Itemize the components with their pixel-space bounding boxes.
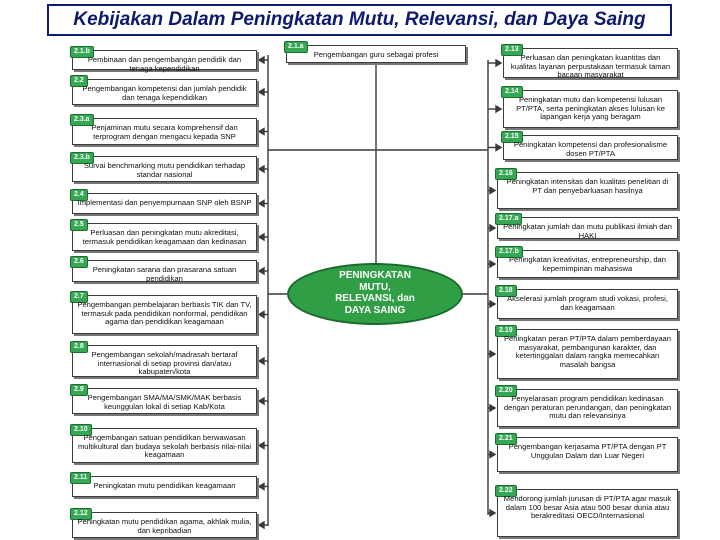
policy-box [497, 289, 678, 319]
arrowhead [259, 57, 264, 63]
policy-text: Perluasan dan peningkatan mutu akreditasi, termasuk pendidikan keagamaan dan kedinasan [82, 228, 247, 246]
arrowhead [259, 166, 264, 172]
arrowhead [259, 443, 264, 449]
policy-number-tag: 2.14 [501, 86, 523, 98]
arrowhead [259, 129, 264, 135]
arrowhead [259, 398, 264, 404]
policy-text: Akselerasi jumlah program studi vokasi, profesi, dan keagamaan [507, 294, 668, 312]
policy-box [72, 512, 257, 538]
arrowhead [259, 358, 264, 364]
policy-box [497, 250, 678, 278]
policy-number-tag: 2.12 [70, 508, 92, 520]
policy-number-tag: 2.19 [495, 325, 517, 337]
policy-text: Implementasi dan penyempurnaan SNP oleh BSNP [77, 198, 252, 207]
policy-number-tag: 2.3.a [70, 114, 94, 126]
policy-text: Peningkatan peran PT/PTA dalam pemberdayaan masyarakat, pembangunan karakter, dan ketertinggalan dalam rangka memecahkan masalah bangsa [503, 334, 672, 369]
policy-box [503, 135, 678, 160]
policy-number-tag: 2.6 [70, 256, 88, 268]
policy-box [72, 156, 257, 182]
policy-box [497, 172, 678, 209]
policy-text: Peningkatan mutu pendidikan agama, akhlak mulia, dan kepribadian [77, 517, 252, 535]
policy-number-tag: 2.8 [70, 341, 88, 353]
policy-text: Pembinaan dan pengembangan pendidik dan tenaga kependidikan [87, 55, 242, 73]
arrowhead [490, 225, 495, 231]
arrowhead [496, 145, 501, 151]
arrowhead [259, 201, 264, 207]
arrowhead [490, 452, 495, 458]
policy-number-tag: 2.18 [495, 285, 517, 297]
policy-box [72, 118, 257, 145]
policy-number-tag: 2.13 [501, 44, 523, 56]
policy-text: Mendorong jumlah jurusan di PT/PTA agar masuk dalam 100 besar Asia atau 500 besar dunia atau berakreditasi OECD/Internasional [503, 494, 672, 521]
policy-number-tag: 2.1.a [284, 41, 308, 53]
policy-number-tag: 2.5 [70, 219, 88, 231]
policy-number-tag: 2.7 [70, 291, 88, 303]
policy-text: Penyelarasan program pendidikan kedinasan dengan peraturan perundangan, dan peningkatan mutu dan relevansinya [503, 394, 672, 421]
page-title: Kebijakan Dalam Peningkatan Mutu, Relevansi, dan Daya Saing [73, 9, 646, 30]
policy-text: Peningkatan mutu dan kompetensi lulusan PT/PTA, serta peningkatan akses lulusan ke lapangan kerja yang beragam [516, 95, 665, 122]
center-label: PENINGKATAN MUTU, RELEVANSI, dan DAYA SAING [335, 270, 415, 316]
policy-number-tag: 2.17.a [495, 213, 522, 225]
center-node [287, 263, 463, 325]
policy-box [497, 217, 678, 239]
arrowhead [259, 234, 264, 240]
policy-number-tag: 2.22 [495, 485, 517, 497]
policy-box [72, 79, 257, 105]
policy-box [503, 48, 678, 78]
policy-box [72, 345, 257, 377]
policy-box [503, 90, 678, 128]
policy-text: Peningkatan mutu pendidikan keagamaan [93, 481, 236, 490]
policy-box [72, 48, 257, 73]
arrowhead [490, 405, 495, 411]
policy-number-tag: 2.4 [70, 189, 88, 201]
policy-box [497, 389, 678, 427]
policy-number-tag: 2.20 [495, 385, 517, 397]
policy-box [497, 329, 678, 379]
policy-number-tag: 2.9 [70, 384, 88, 396]
policy-box [72, 223, 257, 251]
policy-text: Peningkatan jumlah dan mutu publikasi ilmiah dan HAKI [503, 222, 672, 240]
policy-box [286, 45, 466, 63]
policy-text: Perluasan dan peningkatan kuantitas dan kualitas layanan perpustakaan termasuk taman bacaan masyarakat [510, 53, 671, 80]
policy-text: Peningkatan sarana dan prasarana satuan pendidikan [92, 265, 237, 283]
arrowhead [259, 89, 264, 95]
arrowhead [496, 60, 501, 66]
policy-box [72, 295, 257, 334]
arrowhead [490, 188, 495, 194]
policy-text: Peningkatan intensitas dan kualitas penelitian di PT dan penyebarluasan hasilnya [506, 177, 669, 195]
policy-text: Pengembangan satuan pendidikan berwawasan multikultural dan budaya sekolah berbasis nilai-nilai keagamaan [77, 433, 252, 460]
policy-box [497, 437, 678, 472]
policy-box [72, 260, 257, 282]
arrowhead [259, 312, 264, 318]
arrowhead [496, 106, 501, 112]
arrowhead [259, 268, 264, 274]
policy-text: Pengembangan kerjasama PT/PTA dengan PT Unggulan Dalam dan Luar Negeri [508, 442, 667, 460]
policy-text: Pengembangan kompetensi dan jumlah pendidik dan tenaga kependidikan [82, 84, 247, 102]
arrowhead [259, 484, 264, 490]
arrowhead [490, 510, 495, 516]
policy-number-tag: 2.15 [501, 131, 523, 143]
policy-box [72, 193, 257, 214]
policy-box [72, 428, 257, 463]
policy-text: Pengembangan pembelajaran berbasis TIK dan TV, termasuk pada pendidikan nonformal, pendidikan agama dan pendidikan keagamaan [77, 300, 252, 327]
policy-text: Pengembangan sekolah/madrasah bertaraf internasional di setiap provinsi dan/atau kabupaten/kota [91, 350, 238, 377]
policy-text: Survai benchmarking mutu pendidikan terhadap standar nasional [83, 161, 246, 179]
arrowhead [490, 301, 495, 307]
policy-number-tag: 2.10 [70, 424, 92, 436]
policy-text: Pengembangan SMA/MA/SMK/MAK berbasis keunggulan lokal di setiap Kab/Kota [87, 393, 242, 411]
policy-number-tag: 2.1.b [70, 46, 94, 58]
arrowhead [259, 522, 264, 528]
policy-number-tag: 2.21 [495, 433, 517, 445]
policy-box [497, 489, 678, 537]
policy-text: Peningkatan kreativitas, entrepreneurship, dan kepemimpinan mahasiswa [508, 255, 667, 273]
policy-text: Penjaminan mutu secara komprehensif dan terprogram dengan mengacu kepada SNP [91, 123, 238, 141]
policy-number-tag: 2.11 [70, 472, 91, 484]
policy-box [72, 476, 257, 497]
arrowhead [490, 351, 495, 357]
policy-text: Pengembangan guru sebagai profesi [313, 50, 439, 59]
policy-number-tag: 2.17.b [495, 246, 523, 258]
arrowhead [490, 261, 495, 267]
policy-number-tag: 2.16 [495, 168, 517, 180]
policy-box [72, 388, 257, 414]
policy-number-tag: 2.2 [70, 75, 88, 87]
policy-number-tag: 2.3.b [70, 152, 94, 164]
policy-text: Peningkatan kompetensi dan profesionalisme dosen PT/PTA [513, 140, 668, 158]
